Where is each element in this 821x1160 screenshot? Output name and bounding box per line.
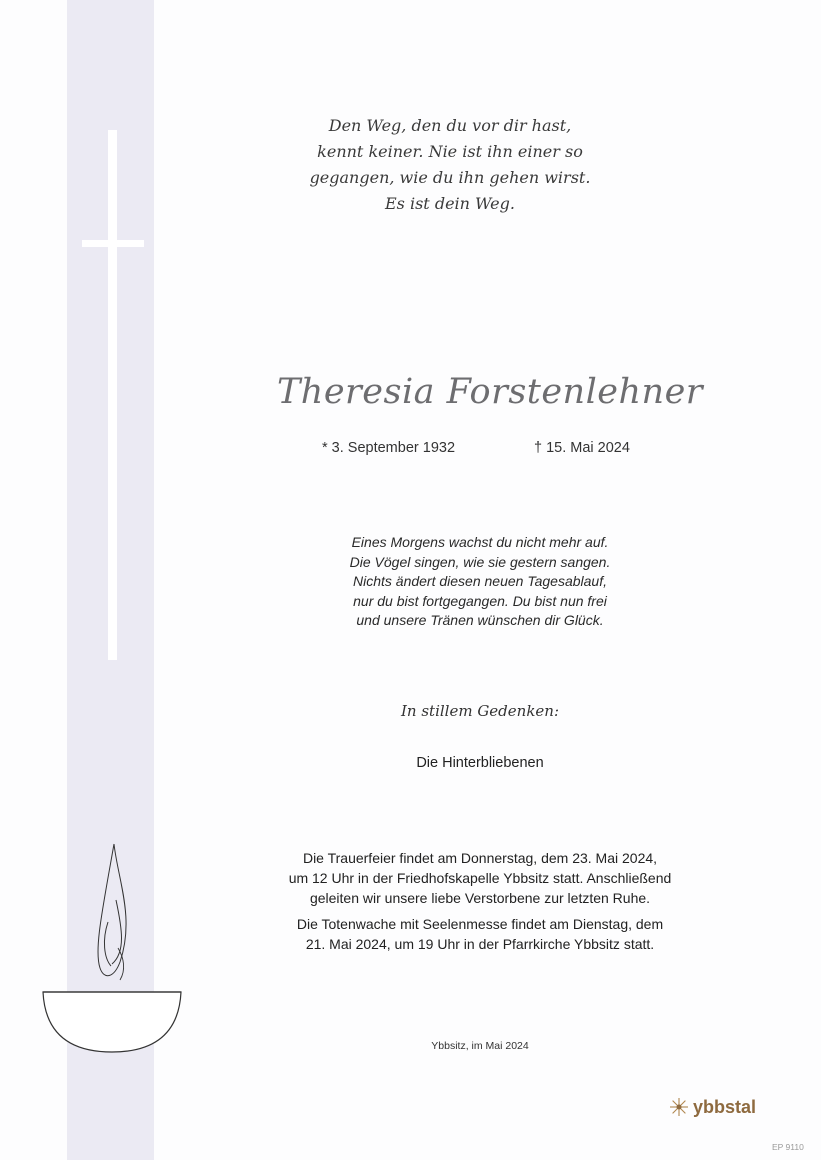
- poem: [300, 533, 660, 631]
- poem-line: Eines Morgens wachst du nicht mehr auf.: [351, 534, 609, 550]
- ybbstal-logo: [668, 1095, 756, 1119]
- logo-text: ybbstal: [693, 1096, 757, 1117]
- verse-line: Den Weg, den du vor dir hast,: [328, 116, 572, 135]
- verse-line: Es ist dein Weg.: [385, 194, 515, 213]
- flame-bowl-icon: [40, 840, 185, 1060]
- service-line: um 12 Uhr in der Friedhofskapelle Ybbsitz statt. Anschließend: [288, 870, 672, 886]
- funeral-paragraph: [270, 848, 690, 908]
- memory-heading: In stillem Gedenken:: [400, 702, 560, 720]
- poem-line: Die Vögel singen, wie sie gestern sangen.: [349, 553, 611, 570]
- place-date: Ybbsitz, im Mai 2024: [431, 1040, 529, 1052]
- service-info: [270, 848, 690, 960]
- document-code: EP 9110: [772, 1142, 804, 1152]
- dandelion-icon: [668, 1096, 690, 1118]
- birth-date: * 3. September 1932: [322, 440, 456, 456]
- deceased-name: Theresia Forstenlehner: [276, 372, 704, 412]
- poem-line: Nichts ändert diesen neuen Tagesablauf,: [353, 573, 607, 589]
- poem-line: nur du bist fortgegangen. Du bist nun frei: [353, 592, 607, 609]
- verse-line: gegangen, wie du ihn gehen wirst.: [309, 168, 591, 187]
- service-line: Die Totenwache mit Seelenmesse findet am Dienstag, dem: [296, 916, 664, 932]
- death-date: † 15. Mai 2024: [534, 440, 630, 456]
- poem-line: und unsere Tränen wünschen dir Glück.: [356, 612, 604, 628]
- wake-paragraph: [270, 914, 690, 954]
- service-line: geleiten wir unsere liebe Verstorbene zur letzten Ruhe.: [309, 890, 651, 906]
- service-line: 21. Mai 2024, um 19 Uhr in der Pfarrkirche Ybbsitz statt.: [305, 936, 655, 952]
- service-line: Die Trauerfeier findet am Donnerstag, dem 23. Mai 2024,: [302, 850, 658, 866]
- survivors: Die Hinterbliebenen: [416, 755, 544, 771]
- opening-verse: [300, 113, 600, 217]
- verse-line: kennt keiner. Nie ist ihn einer so: [317, 142, 583, 161]
